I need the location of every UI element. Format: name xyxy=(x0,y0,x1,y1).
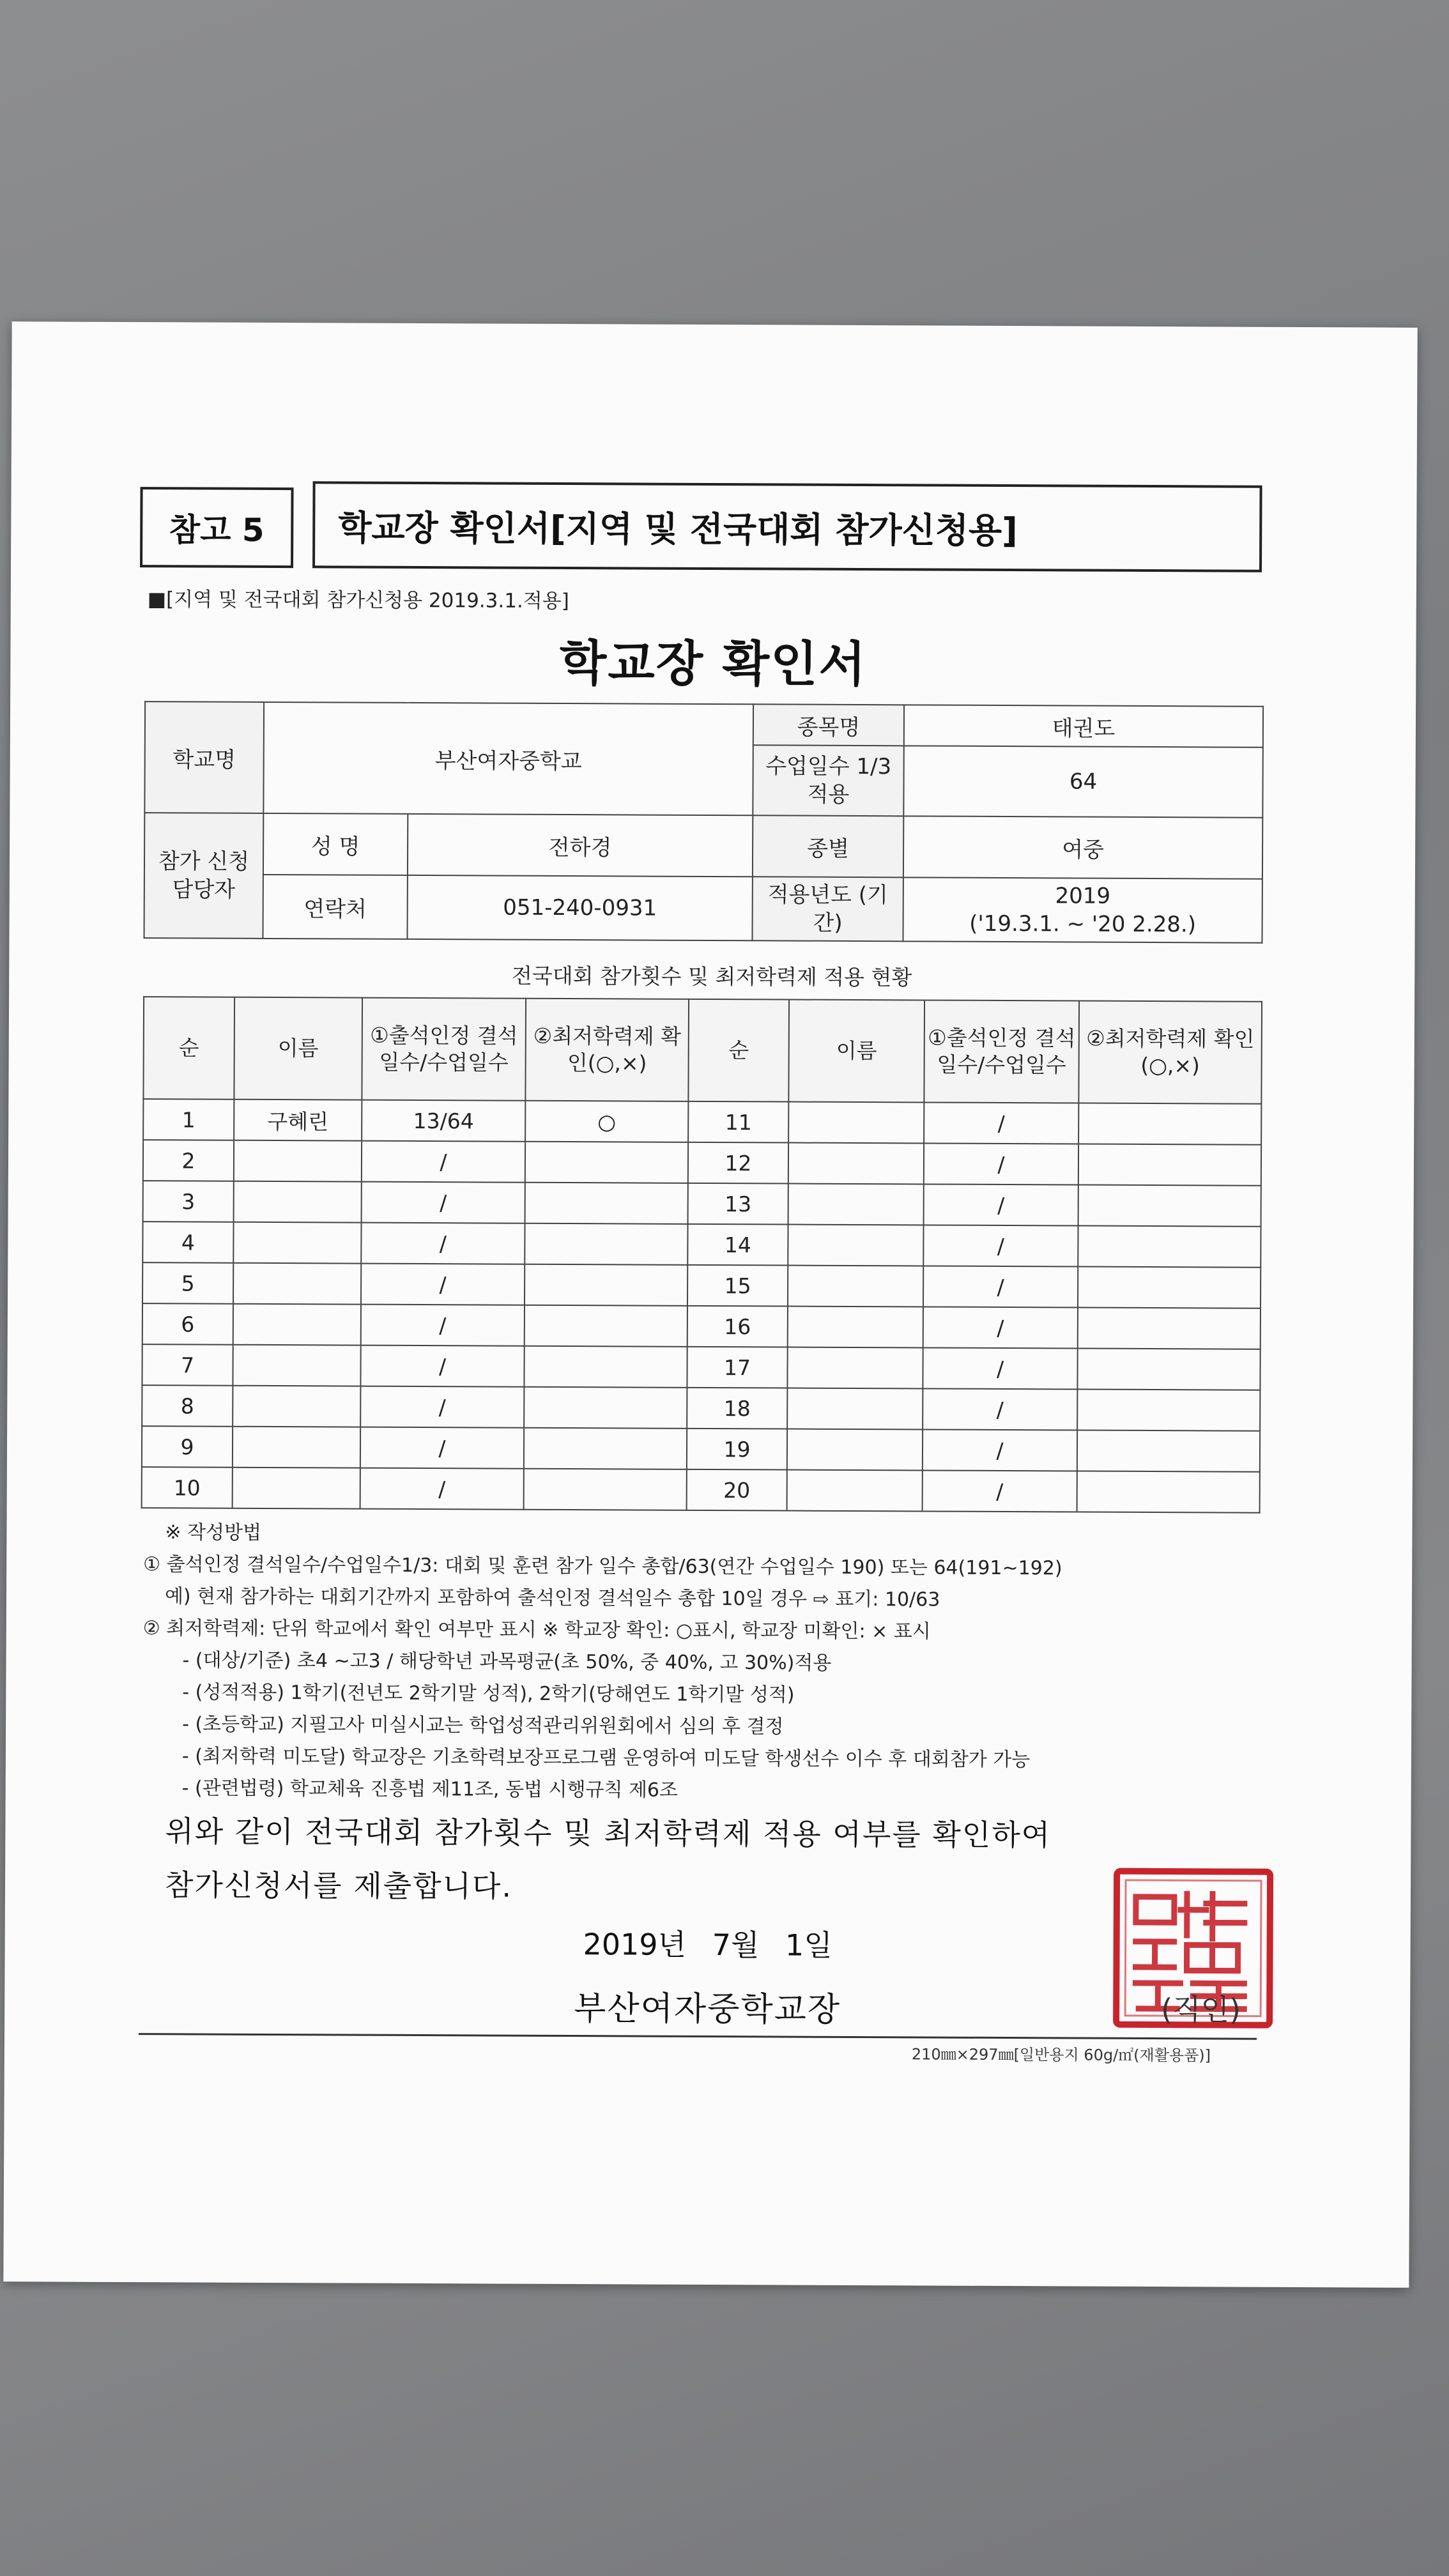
row-name xyxy=(233,1263,361,1305)
category-value: 여중 xyxy=(903,816,1262,878)
row-no: 5 xyxy=(142,1262,233,1304)
header-attendance: ①출석인정 결석일수/수업일수 xyxy=(924,1000,1079,1103)
row-minimum xyxy=(525,1223,687,1265)
row-no: 7 xyxy=(142,1344,233,1386)
row-attendance: / xyxy=(923,1429,1077,1471)
row-minimum xyxy=(525,1305,687,1347)
table-row xyxy=(142,1303,1261,1349)
row-attendance: / xyxy=(361,1305,525,1346)
main-title: 학교장 확인서 xyxy=(559,634,868,693)
status-title: 전국대회 참가횟수 및 최저학력제 적용 현황 xyxy=(512,963,912,990)
statement-line-1: 위와 같이 전국대회 참가횟수 및 최저학력제 적용 여부를 확인하여 xyxy=(165,1814,1052,1853)
statement-line-2: 참가신청서를 제출합니다. xyxy=(164,1867,513,1904)
row-minimum xyxy=(525,1183,688,1224)
year-period: ('19.3.1. ~ '20 2.28.) xyxy=(969,910,1197,938)
name-value: 전하경 xyxy=(408,814,753,877)
year-cell xyxy=(903,877,1262,942)
row-name xyxy=(788,1143,924,1184)
days-label: 수업일수 1/3 적용 xyxy=(753,745,903,816)
row-name xyxy=(233,1345,360,1386)
row-name xyxy=(234,1181,362,1223)
row-no: 10 xyxy=(142,1467,233,1508)
name-label: 성 명 xyxy=(263,813,408,875)
row-attendance: / xyxy=(924,1184,1078,1225)
row-attendance: / xyxy=(923,1470,1077,1512)
row-minimum xyxy=(524,1469,687,1510)
header-name: 이름 xyxy=(234,997,362,1100)
contact-value: 051-240-0931 xyxy=(407,875,752,940)
row-attendance: / xyxy=(362,1182,525,1223)
header-minimum: ②최저학력제 확인(○,×) xyxy=(1078,1001,1262,1104)
note-2-unmet: - (최저학력 미도달) 학교장은 기초학력보장프로그램 운영하여 미도달 학생선수 이수 후 대회참가 가능 xyxy=(181,1745,1031,1772)
row-name xyxy=(787,1388,923,1430)
reference-label: 참고 5 xyxy=(169,511,264,549)
table-row xyxy=(142,1344,1260,1390)
category-label: 종별 xyxy=(753,815,903,877)
note-2: ② 최저학력제: 단위 학교에서 확인 여부만 표시 ※ 학교장 확인: ○표시, 학교장 미확인: × 표시 xyxy=(142,1617,931,1643)
row-no: 17 xyxy=(687,1347,787,1388)
row-minimum xyxy=(1078,1185,1261,1227)
row-name xyxy=(233,1222,361,1264)
row-minimum xyxy=(1077,1349,1260,1390)
table-row xyxy=(143,1181,1261,1227)
row-no: 6 xyxy=(142,1303,233,1345)
principal-name: 부산여자중학교장 xyxy=(574,1989,841,2029)
row-name xyxy=(234,1140,362,1182)
contact-label: 연락처 xyxy=(263,875,407,939)
year-value: 2019 xyxy=(1055,883,1111,909)
row-minimum xyxy=(1078,1308,1261,1349)
table-row xyxy=(142,1262,1261,1308)
row-name xyxy=(787,1347,923,1389)
row-minimum xyxy=(1078,1267,1261,1308)
note-1-example: 예) 현재 참가하는 대회기간까지 포함하여 출석인정 결석일수 총합 10일 경우 ⇨ 표기: 10/63 xyxy=(164,1585,940,1611)
row-minimum xyxy=(1078,1226,1261,1268)
row-attendance: / xyxy=(923,1225,1078,1266)
row-name xyxy=(233,1304,361,1346)
row-name xyxy=(233,1427,360,1468)
table-header-row xyxy=(143,997,1262,1104)
row-name xyxy=(787,1429,923,1471)
row-attendance: / xyxy=(923,1388,1077,1430)
document-title: 학교장 확인서[지역 및 전국대회 참가신청용] xyxy=(338,507,1018,551)
row-minimum xyxy=(1078,1103,1261,1145)
row-name xyxy=(788,1102,924,1144)
row-no: 8 xyxy=(142,1385,233,1427)
bottom-divider xyxy=(139,2033,1257,2040)
table-row xyxy=(142,1385,1260,1431)
person-label: 참가 신청 담당자 xyxy=(144,813,263,939)
school-name-value: 부산여자중학교 xyxy=(263,702,753,815)
row-attendance: / xyxy=(923,1266,1078,1307)
header-no: 순 xyxy=(143,997,234,1100)
row-no: 14 xyxy=(687,1224,788,1266)
row-attendance: / xyxy=(362,1141,525,1183)
document-paper xyxy=(3,321,1417,2288)
school-info-table xyxy=(143,701,1264,944)
row-name: 구혜린 xyxy=(234,1100,362,1141)
school-name-label: 학교명 xyxy=(144,702,264,813)
note-2-law: - (관련법령) 학교체육 진흥법 제11조, 동법 시행규칙 제6조 xyxy=(181,1777,678,1802)
note-2-grades: - (성적적용) 1학기(전년도 2학기말 성적), 2학기(당해연도 1학기말 성적) xyxy=(182,1681,795,1706)
row-attendance: 13/64 xyxy=(362,1100,525,1142)
row-attendance: / xyxy=(923,1347,1077,1389)
row-attendance: / xyxy=(361,1223,525,1264)
row-no: 1 xyxy=(143,1099,234,1140)
year-label: 적용년도 (기간) xyxy=(753,877,903,941)
table-row xyxy=(142,1426,1260,1472)
row-no: 9 xyxy=(142,1426,233,1468)
row-attendance: / xyxy=(924,1143,1078,1184)
event-value: 태권도 xyxy=(904,705,1263,747)
row-name xyxy=(233,1386,360,1427)
row-attendance: / xyxy=(923,1307,1078,1348)
row-attendance: / xyxy=(924,1102,1078,1144)
table-row xyxy=(143,1099,1261,1145)
note-1: ① 출석인정 결석일수/수업일수1/3: 대회 및 훈련 참가 일수 총합/63(연간 수업일수 190) 또는 64(191~192) xyxy=(143,1553,1062,1580)
row-attendance: / xyxy=(360,1346,524,1387)
row-no: 13 xyxy=(688,1183,788,1225)
row-attendance: / xyxy=(360,1468,524,1510)
reference-label-box xyxy=(140,487,294,568)
row-minimum xyxy=(525,1142,688,1183)
row-no: 15 xyxy=(687,1265,788,1307)
note-2-target: - (대상/기준) 초4 ~고3 / 해당학년 과목평균(초 50%, 중 40%, 고 30%)적용 xyxy=(182,1649,832,1675)
row-no: 3 xyxy=(143,1181,234,1222)
row-attendance: / xyxy=(360,1386,524,1428)
row-no: 20 xyxy=(687,1469,787,1511)
table-row xyxy=(143,1140,1261,1186)
row-minimum xyxy=(1078,1144,1261,1186)
row-name xyxy=(787,1470,923,1512)
row-minimum xyxy=(1077,1390,1260,1431)
row-minimum xyxy=(1077,1471,1260,1513)
row-minimum xyxy=(525,1264,687,1306)
days-value: 64 xyxy=(903,746,1262,817)
row-name xyxy=(233,1468,360,1509)
row-no: 4 xyxy=(142,1222,233,1263)
row-no: 2 xyxy=(143,1140,234,1181)
table-row xyxy=(142,1467,1260,1513)
row-no: 19 xyxy=(687,1429,787,1470)
document-title-box xyxy=(312,481,1262,572)
writing-instructions xyxy=(142,1517,1268,1809)
row-minimum xyxy=(524,1346,687,1388)
header-name: 이름 xyxy=(788,1000,924,1103)
form-note: ■[지역 및 전국대회 참가신청용 2019.3.1.적용] xyxy=(147,588,569,613)
row-no: 18 xyxy=(687,1388,787,1429)
row-name xyxy=(788,1184,924,1225)
date-month: 7월 xyxy=(712,1928,760,1963)
event-label: 종목명 xyxy=(753,704,904,746)
row-minimum xyxy=(524,1428,687,1469)
notes-heading: ※ 작성방법 xyxy=(165,1521,262,1544)
row-name xyxy=(788,1266,923,1307)
paper-spec: 210㎜×297㎜[일반용지 60g/㎡(재활용품)] xyxy=(911,2045,1211,2065)
seal-label: (직인) xyxy=(1161,1992,1241,2027)
table-row xyxy=(142,1222,1261,1268)
date-year: 2019년 xyxy=(583,1927,687,1962)
row-name xyxy=(788,1225,923,1266)
header-no: 순 xyxy=(688,999,789,1102)
header-minimum: ②최저학력제 확인(○,×) xyxy=(525,999,689,1101)
row-minimum xyxy=(524,1387,687,1429)
participation-table xyxy=(141,996,1262,1514)
confirmation-statement xyxy=(165,1804,1264,1917)
row-no: 12 xyxy=(688,1142,788,1184)
date-day: 1일 xyxy=(785,1928,832,1963)
row-attendance: / xyxy=(360,1427,524,1469)
row-attendance: / xyxy=(361,1264,525,1305)
row-no: 11 xyxy=(688,1101,788,1143)
header-attendance: ①출석인정 결석일수/수업일수 xyxy=(362,998,526,1101)
note-2-elementary: - (초등학교) 지필고사 미실시교는 학업성적관리위원회에서 심의 후 결정 xyxy=(182,1713,784,1738)
row-name xyxy=(788,1307,923,1348)
row-minimum: ○ xyxy=(525,1101,688,1142)
row-no: 16 xyxy=(687,1306,788,1347)
row-minimum xyxy=(1077,1430,1260,1472)
